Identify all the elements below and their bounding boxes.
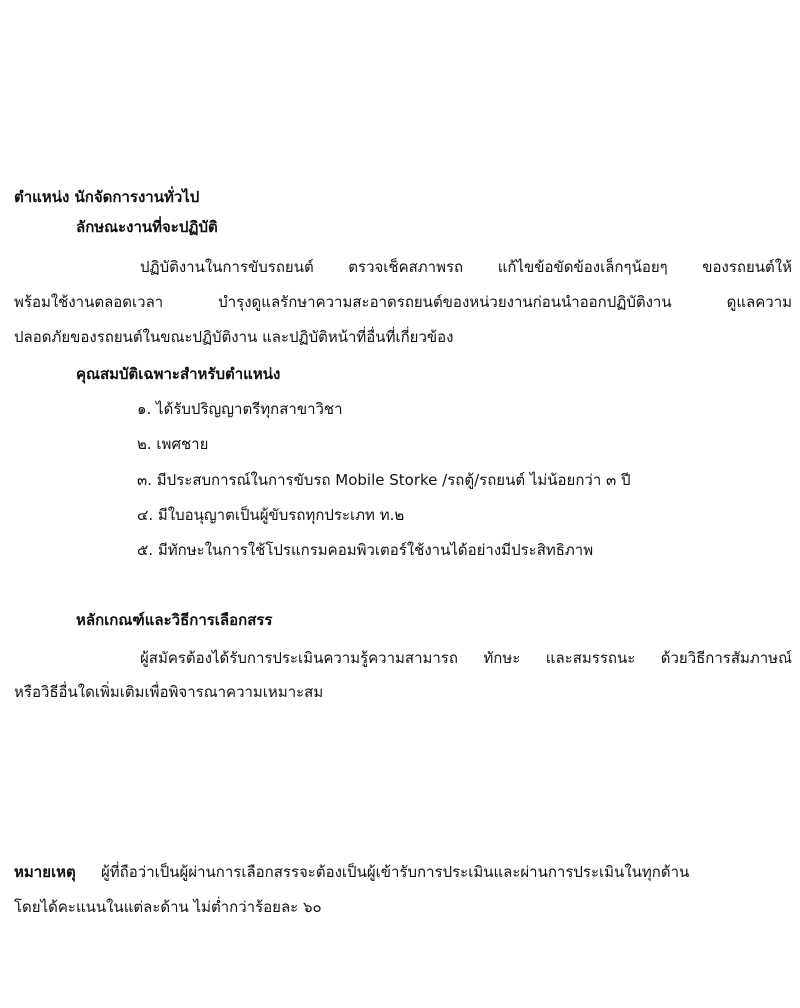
note-line-2: โดยได้คะแนนในแต่ละด้าน ไม่ต่ำกว่าร้อยละ ๖๐ <box>14 898 322 916</box>
selection-heading: หลักเกณฑ์และวิธีการเลือกสรร <box>76 611 273 629</box>
duties-line-2: พร้อมใช้งานตลอดเวลา บำรุงดูแลรักษาความสะอาดรถยนต์ของหน่วยงานก่อนนำออกปฏิบัติงาน ดูแลความ <box>14 293 792 311</box>
qualification-item: ๒. เพศชาย <box>137 435 209 453</box>
qualification-item: ๕. มีทักษะในการใช้โปรแกรมคอมพิวเตอร์ใช้งานได้อย่างมีประสิทธิภาพ <box>137 541 594 559</box>
selection-line-1: ผู้สมัครต้องได้รับการประเมินความรู้ความสามารถ ทักษะ และสมรรถนะ ด้วยวิธีการสัมภาษณ์ <box>140 649 792 667</box>
note-line-1: ผู้ที่ถือว่าเป็นผู้ผ่านการเลือกสรรจะต้องเป็นผู้เข้ารับการประเมินและผ่านการประเมินในทุกด้าน <box>101 863 690 881</box>
qualification-item: ๔. มีใบอนุญาตเป็นผู้ขับรถทุกประเภท ท.๒ <box>137 506 405 524</box>
qualification-item: ๑. ได้รับปริญญาตรีทุกสาขาวิชา <box>137 400 343 418</box>
duties-heading: ลักษณะงานที่จะปฏิบัติ <box>76 218 218 236</box>
note-label: หมายเหตุ <box>14 863 76 881</box>
selection-line-2: หรือวิธีอื่นใดเพิ่มเติมเพื่อพิจารณาความเหมาะสม <box>14 683 324 701</box>
duties-line-1: ปฏิบัติงานในการขับรถยนต์ ตรวจเช็คสภาพรถ แก้ไขข้อขัดข้องเล็กๆน้อยๆ ของรถยนต์ให้ <box>140 258 792 276</box>
position-title: ตำแหน่ง นักจัดการงานทั่วไป <box>14 188 200 206</box>
qualification-item: ๓. มีประสบการณ์ในการขับรถ Mobile Storke /รถตู้/รถยนต์ ไม่น้อยกว่า ๓ ปี <box>137 471 631 489</box>
qualifications-heading: คุณสมบัติเฉพาะสำหรับตำแหน่ง <box>76 365 281 383</box>
duties-line-3: ปลอดภัยของรถยนต์ในขณะปฏิบัติงาน และปฏิบัติหน้าที่อื่นที่เกี่ยวข้อง <box>14 328 454 346</box>
